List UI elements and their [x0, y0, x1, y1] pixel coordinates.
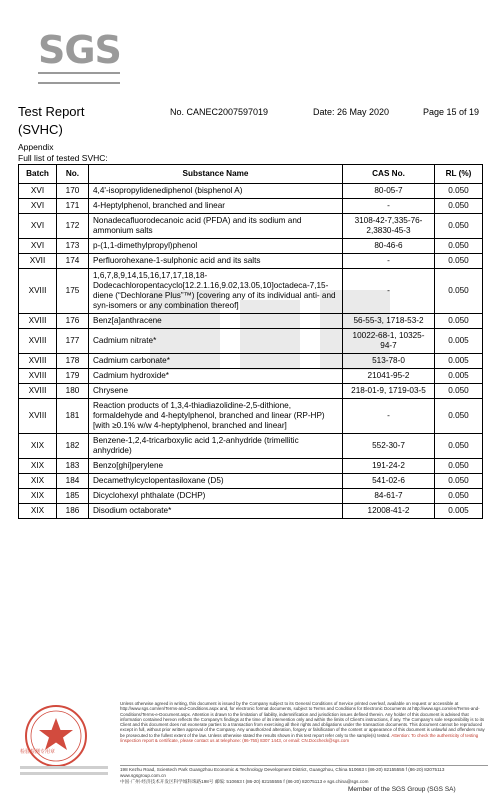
table-row: [19, 369, 483, 384]
cell-batch: XVIII: [19, 369, 57, 384]
table-row: [19, 504, 483, 519]
table-row: [19, 239, 483, 254]
cell-cas-no: 191-24-2: [343, 459, 435, 474]
cell-rl: 0.005: [435, 504, 483, 519]
cell-cas-no: 84-61-7: [343, 489, 435, 504]
cell-batch: XVII: [19, 254, 57, 269]
table-row: [19, 384, 483, 399]
cell-rl: 0.050: [435, 489, 483, 504]
cell-batch: XVI: [19, 184, 57, 199]
cell-cas-no: -: [343, 199, 435, 214]
cell-batch: XVI: [19, 214, 57, 239]
cell-no: 170: [57, 184, 89, 199]
cell-batch: XVIII: [19, 399, 57, 434]
cell-rl: 0.050: [435, 434, 483, 459]
table-header-row: [19, 165, 483, 184]
sgs-logo-text: SGS: [38, 28, 121, 72]
footer-address: [120, 765, 488, 785]
cell-rl: 0.005: [435, 354, 483, 369]
table-row: [19, 489, 483, 504]
list-title: Full list of tested SVHC:: [18, 153, 108, 163]
cell-substance-name: Chrysene: [89, 384, 343, 399]
cell-cas-no: 513-78-0: [343, 354, 435, 369]
cell-rl: 0.050: [435, 399, 483, 434]
footer-disclaimer: [120, 701, 488, 743]
attention-text: Attention: To check the authenticity of testing /inspection report & certificate, please contact us at telephone: (86-755) 8307 1443, or email: CN.Doccheck@sgs.com: [120, 732, 479, 744]
cell-rl: 0.050: [435, 474, 483, 489]
cell-rl: 0.050: [435, 459, 483, 474]
cell-substance-name: p-(1,1-dimethylpropyl)phenol: [89, 239, 343, 254]
cell-no: 179: [57, 369, 89, 384]
table-row: [19, 354, 483, 369]
cell-batch: XIX: [19, 434, 57, 459]
cell-batch: XVIII: [19, 384, 57, 399]
cell-batch: XVIII: [19, 329, 57, 354]
cell-no: 171: [57, 199, 89, 214]
cell-substance-name: Benzo[ghi]perylene: [89, 459, 343, 474]
report-date: Date: 26 May 2020: [313, 107, 390, 117]
cell-substance-name: 1,6,7,8,9,14,15,16,17,17,18,18-Dodecachloropentacyclo[12.2.1.16,9.02,13.05,10]octadeca-7,15-diene (“Dechlorane Plus”™) [covering any of its individual anti- and syn-isomers or any combination thereof]: [89, 269, 343, 314]
cell-no: 172: [57, 214, 89, 239]
cell-no: 181: [57, 399, 89, 434]
cell-no: 175: [57, 269, 89, 314]
cell-no: 182: [57, 434, 89, 459]
table-row: [19, 184, 483, 199]
cell-substance-name: Benzene-1,2,4-tricarboxylic acid 1,2-anhydride (trimellitic anhydride): [89, 434, 343, 459]
page-number: Page 15 of 19: [423, 107, 480, 117]
cell-batch: XVIII: [19, 269, 57, 314]
cell-cas-no: -: [343, 399, 435, 434]
cell-cas-no: 56-55-3, 1718-53-2: [343, 314, 435, 329]
sgs-logo: [38, 28, 120, 80]
cell-cas-no: 80-46-6: [343, 239, 435, 254]
cell-substance-name: Cadmium hydroxide*: [89, 369, 343, 384]
cell-no: 173: [57, 239, 89, 254]
table-row: [19, 254, 483, 269]
cell-substance-name: Dicyclohexyl phthalate (DCHP): [89, 489, 343, 504]
cell-no: 186: [57, 504, 89, 519]
header-batch: Batch: [19, 165, 57, 184]
table-row: [19, 269, 483, 314]
address-chinese: 中国·广州·经济技术开发区科学城科珠路198号 邮编: 510663 t (86-20) 82155555 f (86-20) 82075113 e sgs.china@sgs.com: [120, 779, 369, 784]
table-row: [19, 399, 483, 434]
table-row: [19, 329, 483, 354]
cell-rl: 0.005: [435, 369, 483, 384]
cell-batch: XVIII: [19, 314, 57, 329]
header-rl: RL (%): [435, 165, 483, 184]
disclaimer-text: Unless otherwise agreed in writing, this document is issued by the Company subject to its General Conditions of Service printed overleaf, available on request or accessible at http://www.sgs.com/en/Terms-and-Conditions.aspx and, for electronic format documents, subject to Terms and Conditions for Electronic Documents at http://www.sgs.com/en/Terms-and-Conditions/Terms-e-Document.aspx. Attention is drawn to the limitation of liability, indemnification and jurisdiction issues defined therein. Any holder of this document is advised that information contained hereon reflects the Company's findings at the time of its intervention only and within the limits of Client's instructions, if any. The Company's sole responsibility is to its Client and this document does not exonerate parties to a transaction from exercising all their rights and obligations under the transaction documents. This document cannot be reproduced except in full, without prior written approval of the Company. Any unauthorized alteration, forgery or falsification of the content or appearance of this document is unlawful and offenders may be prosecuted to the fullest extent of the law. Unless otherwise stated the results shown in this test report refer only to the sample(s) tested.: [120, 701, 485, 738]
stamp-text: 检验检测专用章: [20, 749, 56, 755]
cell-batch: XIX: [19, 489, 57, 504]
cell-rl: 0.050: [435, 199, 483, 214]
cell-cas-no: 3108-42-7,335-76-2,3830-45-3: [343, 214, 435, 239]
cell-no: 184: [57, 474, 89, 489]
header-no: No.: [57, 165, 89, 184]
table-row: [19, 214, 483, 239]
header-cas-no: CAS No.: [343, 165, 435, 184]
cell-cas-no: 21041-95-2: [343, 369, 435, 384]
cell-no: 177: [57, 329, 89, 354]
cell-cas-no: 10022-68-1, 10325-94-7: [343, 329, 435, 354]
cell-substance-name: Nonadecafluorodecanoic acid (PFDA) and its sodium and ammonium salts: [89, 214, 343, 239]
cell-cas-no: 541-02-6: [343, 474, 435, 489]
header-substance-name: Substance Name: [89, 165, 343, 184]
cell-no: 174: [57, 254, 89, 269]
member-text: Member of the SGS Group (SGS SA): [348, 786, 456, 793]
table-row: [19, 474, 483, 489]
cell-rl: 0.050: [435, 269, 483, 314]
cell-substance-name: Benz[a]anthracene: [89, 314, 343, 329]
table-row: [19, 199, 483, 214]
table-row: [19, 459, 483, 474]
cell-substance-name: Cadmium carbonate*: [89, 354, 343, 369]
cell-batch: XVI: [19, 199, 57, 214]
cell-rl: 0.050: [435, 239, 483, 254]
appendix-label: Appendix: [18, 142, 54, 152]
cell-no: 185: [57, 489, 89, 504]
report-title: Test Report: [18, 104, 85, 119]
cell-batch: XVI: [19, 239, 57, 254]
cell-substance-name: Cadmium nitrate*: [89, 329, 343, 354]
cell-substance-name: Reaction products of 1,3,4-thiadiazolidine-2,5-dithione, formaldehyde and 4-heptylphenol, branched and linear (RP-HP) [with ≥0.1% w/w 4-heptylphenol, branched and linear]: [89, 399, 343, 434]
cell-substance-name: 4-Heptylphenol, branched and linear: [89, 199, 343, 214]
inspection-stamp: [16, 700, 112, 780]
cell-substance-name: Decamethylcyclopentasiloxane (D5): [89, 474, 343, 489]
cell-cas-no: 218-01-9, 1719-03-5: [343, 384, 435, 399]
cell-no: 183: [57, 459, 89, 474]
cell-batch: XVIII: [19, 354, 57, 369]
cell-rl: 0.050: [435, 254, 483, 269]
address-english: 198 Kezhu Road, Scientech Park Guangzhou Economic & Technology Development District, Guangzhou, China 510663 t (86-20) 82155555 f (86-20) 82075113 www.sgsgroup.com.cn: [120, 767, 445, 778]
cell-substance-name: Perfluorohexane-1-sulphonic acid and its salts: [89, 254, 343, 269]
table-row: [19, 434, 483, 459]
cell-batch: XIX: [19, 459, 57, 474]
cell-rl: 0.005: [435, 329, 483, 354]
cell-cas-no: 12008-41-2: [343, 504, 435, 519]
report-number: No. CANEC2007597019: [170, 107, 269, 117]
cell-rl: 0.050: [435, 384, 483, 399]
cell-rl: 0.050: [435, 214, 483, 239]
cell-cas-no: 80-05-7: [343, 184, 435, 199]
table-row: [19, 314, 483, 329]
svhc-table: [18, 164, 483, 519]
cell-substance-name: 4,4'-isopropylidenediphenol (bisphenol A): [89, 184, 343, 199]
cell-cas-no: 552-30-7: [343, 434, 435, 459]
cell-substance-name: Disodium octaborate*: [89, 504, 343, 519]
cell-batch: XIX: [19, 504, 57, 519]
cell-no: 176: [57, 314, 89, 329]
cell-no: 180: [57, 384, 89, 399]
stamp-star-icon: [39, 718, 73, 750]
cell-no: 178: [57, 354, 89, 369]
cell-batch: XIX: [19, 474, 57, 489]
sgs-logo-lines: [38, 72, 120, 84]
report-subtitle: (SVHC): [18, 122, 63, 137]
cell-cas-no: -: [343, 254, 435, 269]
cell-rl: 0.050: [435, 184, 483, 199]
cell-rl: 0.050: [435, 314, 483, 329]
cell-cas-no: -: [343, 269, 435, 314]
